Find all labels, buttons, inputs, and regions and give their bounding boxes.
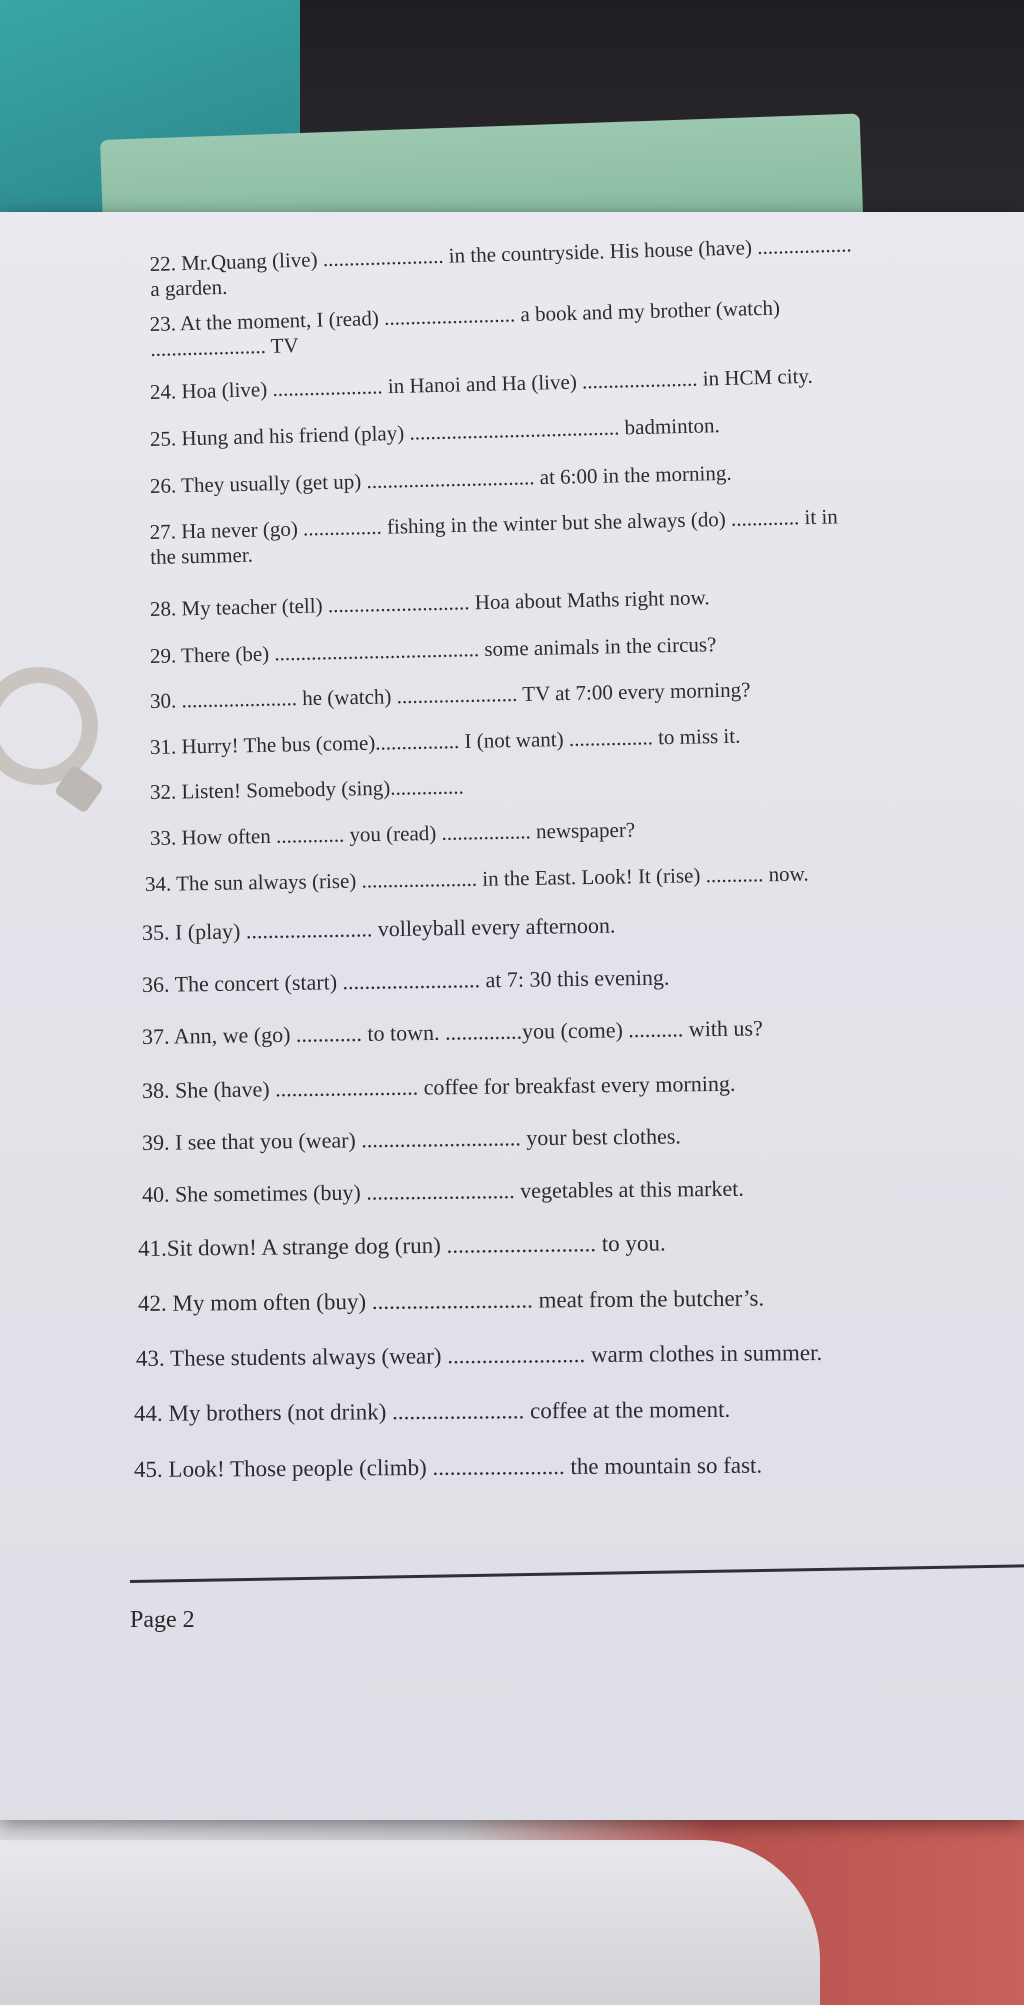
- question-text: 33. How often ............. you (read) ................. newspaper?: [149, 817, 636, 850]
- question-text: 41.Sit down! A strange dog (run) .......................... to you.: [137, 1230, 666, 1261]
- question-text: 27. Ha never (go) ............... fishing in the winter but she always (do) ............. it in: [149, 504, 839, 545]
- question-23: [149, 290, 1000, 362]
- question-text: 32. Listen! Somebody (sing)..............: [149, 774, 464, 804]
- question-29: [150, 626, 1000, 669]
- question-text: 43. These students always (wear) ........................ warm clothes in summer.: [135, 1340, 823, 1371]
- question-text: 26. They usually (get up) ................................ at 6:00 in the morning.: [149, 460, 732, 498]
- question-41: [138, 1227, 988, 1262]
- question-text: 31. Hurry! The bus (come)................ I (not want) ................ to miss it.: [149, 723, 741, 759]
- question-31: [150, 719, 1000, 760]
- question-33: [150, 811, 1000, 851]
- question-25: [150, 406, 1000, 452]
- question-text: 36. The concert (start) ......................... at 7: 30 this evening.: [141, 964, 670, 997]
- question-text: 28. My teacher (tell) ........................... Hoa about Maths right now.: [149, 585, 710, 621]
- question-32: [150, 765, 1000, 805]
- question-37: [142, 1012, 992, 1050]
- question-text: 35. I (play) ....................... volleyball every afternoon.: [141, 912, 616, 945]
- question-35: [142, 907, 992, 946]
- worksheet-page: [0, 212, 1024, 1820]
- question-text: 37. Ann, we (go) ............ to town. ..............you (come) .......... with us?: [141, 1015, 763, 1049]
- question-text: 42. My mom often (buy) ............................ meat from the butcher’s.: [137, 1285, 765, 1316]
- question-text: 30. ...................... he (watch) ....................... TV at 7:00 every morning?: [149, 677, 751, 713]
- question-continuation: a garden.: [150, 274, 228, 301]
- question-42: [138, 1284, 988, 1317]
- question-27: [149, 501, 1000, 570]
- question-26: [150, 455, 1000, 499]
- question-24: [150, 359, 1000, 405]
- question-text: 40. She sometimes (buy) ........................... vegetables at this market.: [141, 1175, 744, 1207]
- question-text: 23. At the moment, I (read) ......................... a book and my brother (watch): [149, 295, 781, 337]
- question-text: 34. The sun always (rise) ...................... in the East. Look! It (rise) ........... now.: [144, 861, 809, 896]
- question-text: 45. Look! Those people (climb) ....................... the mountain so fast.: [133, 1452, 763, 1482]
- question-text: 39. I see that you (wear) ............................. your best clothes.: [141, 1123, 681, 1155]
- question-continuation: the summer.: [150, 542, 254, 569]
- question-22: [149, 228, 1000, 302]
- question-text: 44. My brothers (not drink) ....................... coffee at the moment.: [133, 1396, 731, 1426]
- white-cloth-background: [0, 1840, 820, 2005]
- question-list: [0, 212, 1024, 1712]
- question-30: [150, 673, 1000, 714]
- question-38: [142, 1068, 992, 1104]
- question-text: 22. Mr.Quang (live) ....................... in the countryside. His house (have) ..................: [149, 232, 852, 277]
- question-text: 29. There (be) ....................................... some animals in the circus?: [149, 632, 717, 668]
- question-28: [150, 579, 1000, 622]
- question-text: 38. She (have) .......................... coffee for breakfast every morning.: [141, 1070, 736, 1103]
- question-text: 25. Hung and his friend (play) ........................................ badminton.: [149, 413, 720, 451]
- question-text: 24. Hoa (live) ..................... in Hanoi and Ha (live) ...................... in HCM city.: [149, 363, 814, 404]
- page-number: Page 2: [130, 1607, 195, 1633]
- question-43: [136, 1339, 986, 1372]
- question-40: [142, 1173, 992, 1208]
- question-continuation: ...................... TV: [150, 333, 299, 361]
- question-36: [142, 960, 992, 998]
- question-34: [145, 859, 995, 897]
- question-44: [134, 1395, 984, 1427]
- question-45: [134, 1451, 984, 1483]
- question-39: [142, 1120, 992, 1156]
